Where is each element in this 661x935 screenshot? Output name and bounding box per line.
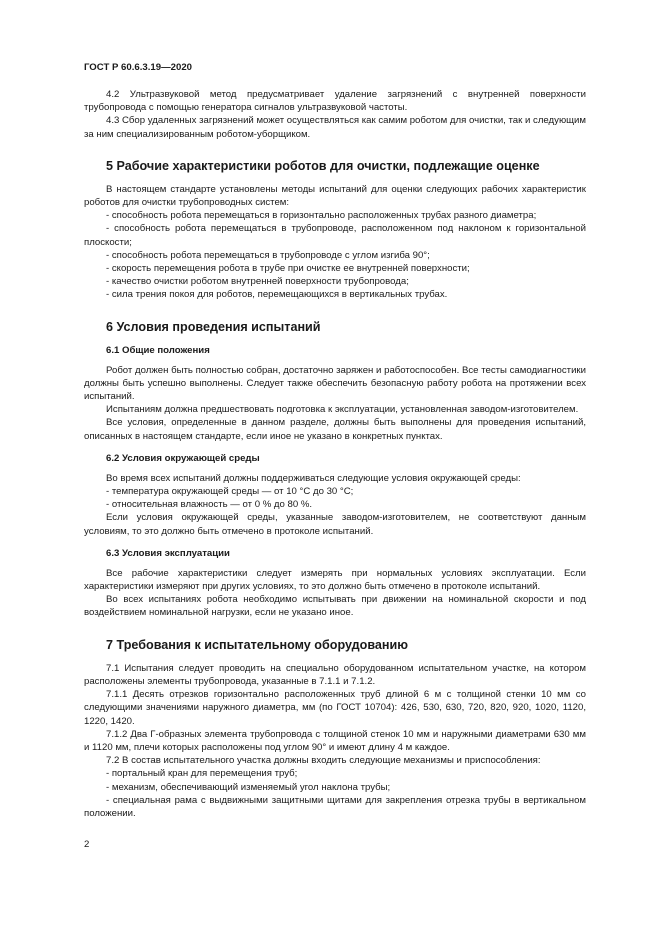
list-item: - специальная рама с выдвижными защитными щитами для закрепления отрезка трубы в вертикальном положении. [84, 794, 586, 819]
paragraph-4-2: 4.2 Ультразвуковой метод предусматривает удаление загрязнений с внутренней поверхности трубопровода с помощью генератора сигналов ультразвуковой частоты. [84, 89, 586, 114]
paragraph: Во время всех испытаний должны поддерживаться следующие условия окружающей среды: [106, 472, 521, 484]
document-body [84, 88, 586, 820]
section-7-heading: 7 Требования к испытательному оборудованию [106, 637, 409, 652]
paragraph-7-1-2: 7.1.2 Два Г-образных элемента трубопровода с толщиной стенок 10 мм и наружными диаметрами 630 мм и 1120 мм, плечи которых расположены под углом 90° и имеют длину 4 м каждое. [84, 728, 586, 753]
document-header: ГОСТ Р 60.6.3.19—2020 [84, 62, 192, 73]
paragraph: Во всех испытаниях робота необходимо испытывать при движении на номинальной скорости и под воздействием номинальной нагрузки, если не указано иное. [84, 594, 586, 619]
paragraph: Робот должен быть полностью собран, достаточно заряжен и работоспособен. Все тесты самодиагностики должны быть успешно выполнены. Следует также обеспечить безопасную работу робота на протяжении всех испытаний. [84, 364, 586, 403]
list-item: - способность робота перемещаться в трубопроводе с углом изгиба 90°; [106, 249, 430, 261]
paragraph: Если условия окружающей среды, указанные заводом-изготовителем, не соответствуют данным условиям, то это должно быть отмечено в протоколе испытаний. [84, 512, 586, 537]
paragraph: Испытаниям должна предшествовать подготовка к эксплуатации, установленная заводом-изготовителем. [106, 404, 579, 416]
paragraph-4-3: 4.3 Сбор удаленных загрязнений может осуществляться как самим роботом для очистки, так и следующим за ним специализированным роботом-уборщиком. [84, 115, 586, 140]
list-item: - способность робота перемещаться в горизонтально расположенных трубах разного диаметра; [106, 210, 537, 222]
paragraph: Все рабочие характеристики следует измерять при нормальных условиях эксплуатации. Если характеристики измеряют при других условиях, то это должно быть отмечено в протоколе испытаний. [84, 567, 586, 593]
section-5-heading: 5 Рабочие характеристики роботов для очистки, подлежащие оценке [106, 158, 540, 173]
list-item: - температура окружающей среды — от 10 °С до 30 °С; [106, 486, 354, 498]
section-5-intro: В настоящем стандарте установлены методы испытаний для оценки следующих рабочих характеристик роботов для очистки трубопроводных систем: [84, 183, 586, 209]
paragraph-7-2: 7.2 В состав испытательного участка должны входить следующие механизмы и приспособления: [106, 755, 541, 767]
paragraph-7-1-1: 7.1.1 Десять отрезков горизонтально расположенных труб длиной 6 м с толщиной стенки 10 мм со следующими значениями наружного диаметра, мм (по ГОСТ 10704): 426, 530, 630, 720, 820, 920, 1020, 1120, 1220, 1420. [84, 689, 586, 727]
list-item: - портальный кран для перемещения труб; [106, 768, 298, 780]
list-item: - скорость перемещения робота в трубе при очистке ее внутренней поверхности; [106, 263, 470, 275]
subsection-6-3-heading: 6.3 Условия эксплуатации [106, 547, 230, 559]
list-item: - относительная влажность — от 0 % до 80 %. [106, 499, 313, 511]
list-item: - качество очистки роботом внутренней поверхности трубопровода; [106, 276, 409, 288]
paragraph: Все условия, определенные в данном разделе, должны быть выполнены для проведения испытаний, описанных в настоящем стандарте, если иное не указано в конкретных пунктах. [84, 417, 586, 442]
list-item: - механизм, обеспечивающий изменяемый угол наклона трубы; [106, 781, 391, 793]
subsection-6-1-heading: 6.1 Общие положения [106, 344, 210, 356]
list-item: - сила трения покоя для роботов, перемещающихся в вертикальных трубах. [106, 289, 448, 301]
subsection-6-2-heading: 6.2 Условия окружающей среды [106, 452, 260, 464]
section-6-heading: 6 Условия проведения испытаний [106, 319, 321, 334]
list-item: - способность робота перемещаться в трубопроводе, расположенном под наклоном к горизонтальной плоскости; [84, 223, 586, 248]
paragraph-7-1: 7.1 Испытания следует проводить на специально оборудованном испытательном участке, на котором расположены элементы трубопровода, указанные в 7.1.1 и 7.1.2. [84, 662, 586, 687]
page-number: 2 [84, 839, 90, 850]
